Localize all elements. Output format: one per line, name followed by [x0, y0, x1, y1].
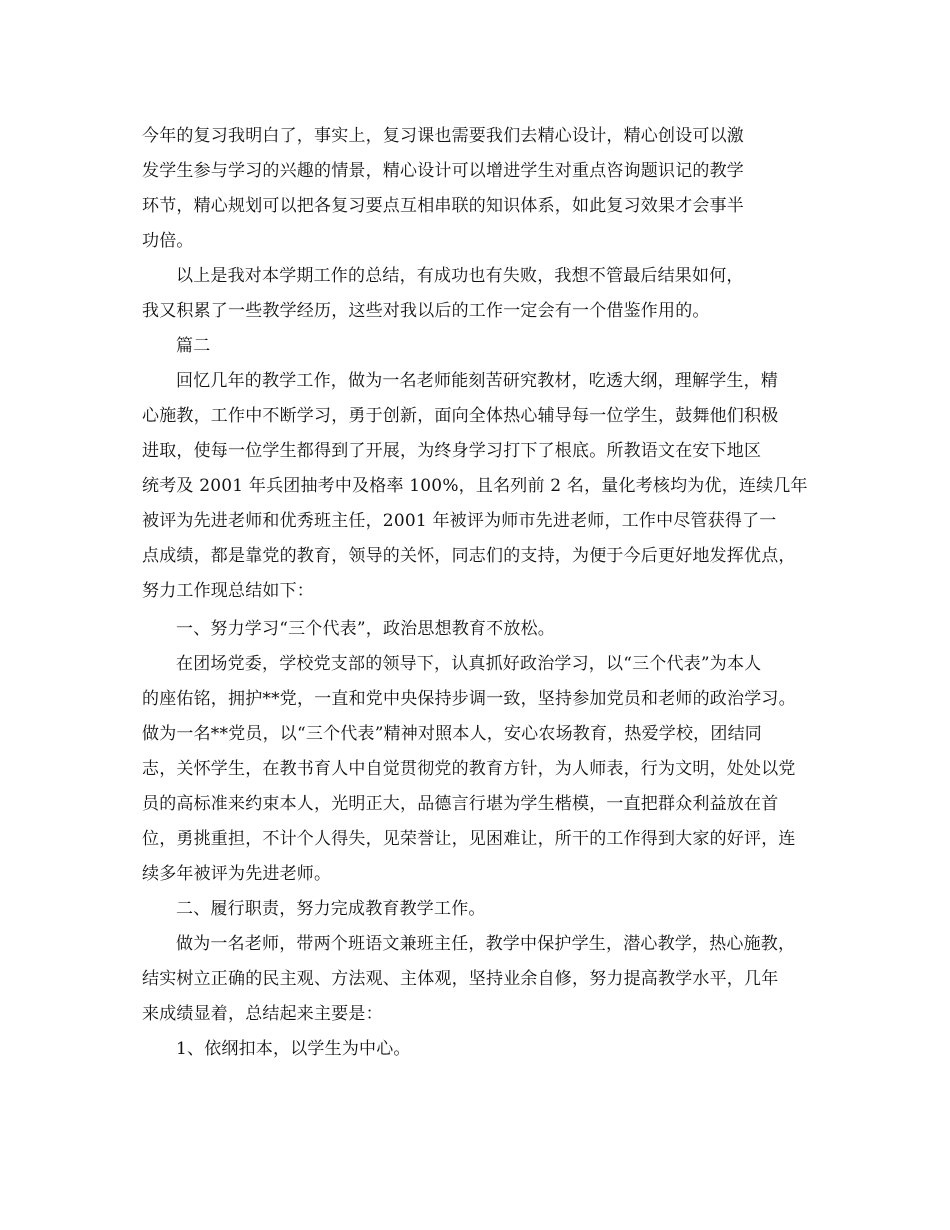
text-line: 被评为先进老师和优秀班主任，2001 年被评为师市先进老师，工作中尽管获得了一	[142, 511, 777, 531]
text-line: 进取，使每一位学生都得到了开展，为终身学习打下了根底。所教语文在安下地区	[142, 441, 762, 461]
text-line: 员的高标准来约束本人，光明正大，品德言行堪为学生楷模，一直把群众利益放在首	[142, 794, 779, 814]
text-line: 位，勇挑重担，不计个人得失，见荣誉让，见困难让，所干的工作得到大家的好评，连	[142, 829, 796, 849]
section-heading: 篇二	[176, 336, 211, 356]
text-line: 志，关怀学生，在教书育人中自觉贯彻党的教育方针，为人师表，行为文明，处处以党	[142, 759, 796, 779]
text-line: 续多年被评为先进老师。	[142, 864, 332, 884]
text-line: 我又积累了一些教学经历，这些对我以后的工作一定会有一个借鉴作用的。	[142, 301, 710, 321]
text-line: 做为一名老师，带两个班语文兼班主任，教学中保护学生，潜心教学，热心施教，	[176, 934, 796, 954]
text-line: 在团场党委，学校党支部的领导下，认真抓好政治学习，以“三个代表”为本人	[176, 654, 762, 674]
text-line: 功倍。	[142, 231, 194, 251]
text-line: 结实树立正确的民主观、方法观、主体观，坚持业余自修，努力提高教学水平，几年	[142, 969, 779, 989]
section-heading: 一、努力学习“三个代表”，政治思想教育不放松。	[176, 619, 555, 639]
text-line: 环节，精心规划可以把各复习要点互相串联的知识体系，如此复习效果才会事半	[142, 196, 744, 216]
text-line: 的座佑铭，拥护**党，一直和党中央保持步调一致，坚持参加党员和老师的政治学习。	[142, 689, 796, 709]
text-line: 努力工作现总结如下：	[142, 581, 314, 601]
text-line: 今年的复习我明白了，事实上，复习课也需要我们去精心设计，精心创设可以激	[142, 126, 744, 146]
text-line: 做为一名**党员，以“三个代表”精神对照本人，安心农场教育，热爱学校，团结同	[142, 724, 762, 744]
text-line: 统考及 2001 年兵团抽考中及格率 100%，且名列前 2 名，量化考核均为优，连续几年	[142, 476, 808, 496]
text-line: 点成绩，都是靠党的教育，领导的关怀，同志们的支持，为便于今后更好地发挥优点，	[142, 546, 796, 566]
text-line: 来成绩显着，总结起来主要是：	[142, 1004, 383, 1024]
text-line: 心施教，工作中不断学习，勇于创新，面向全体热心辅导每一位学生，鼓舞他们积极	[142, 406, 779, 426]
text-line: 回忆几年的教学工作，做为一名老师能刻苦研究教材，吃透大纲，理解学生，精	[176, 371, 778, 391]
section-heading: 二、履行职责，努力完成教育教学工作。	[176, 899, 486, 919]
list-item: 1、依纲扣本，以学生为中心。	[176, 1039, 411, 1059]
text-line: 以上是我对本学期工作的总结，有成功也有失败，我想不管最后结果如何，	[176, 266, 744, 286]
text-line: 发学生参与学习的兴趣的情景，精心设计可以增进学生对重点咨询题识记的教学	[142, 161, 744, 181]
